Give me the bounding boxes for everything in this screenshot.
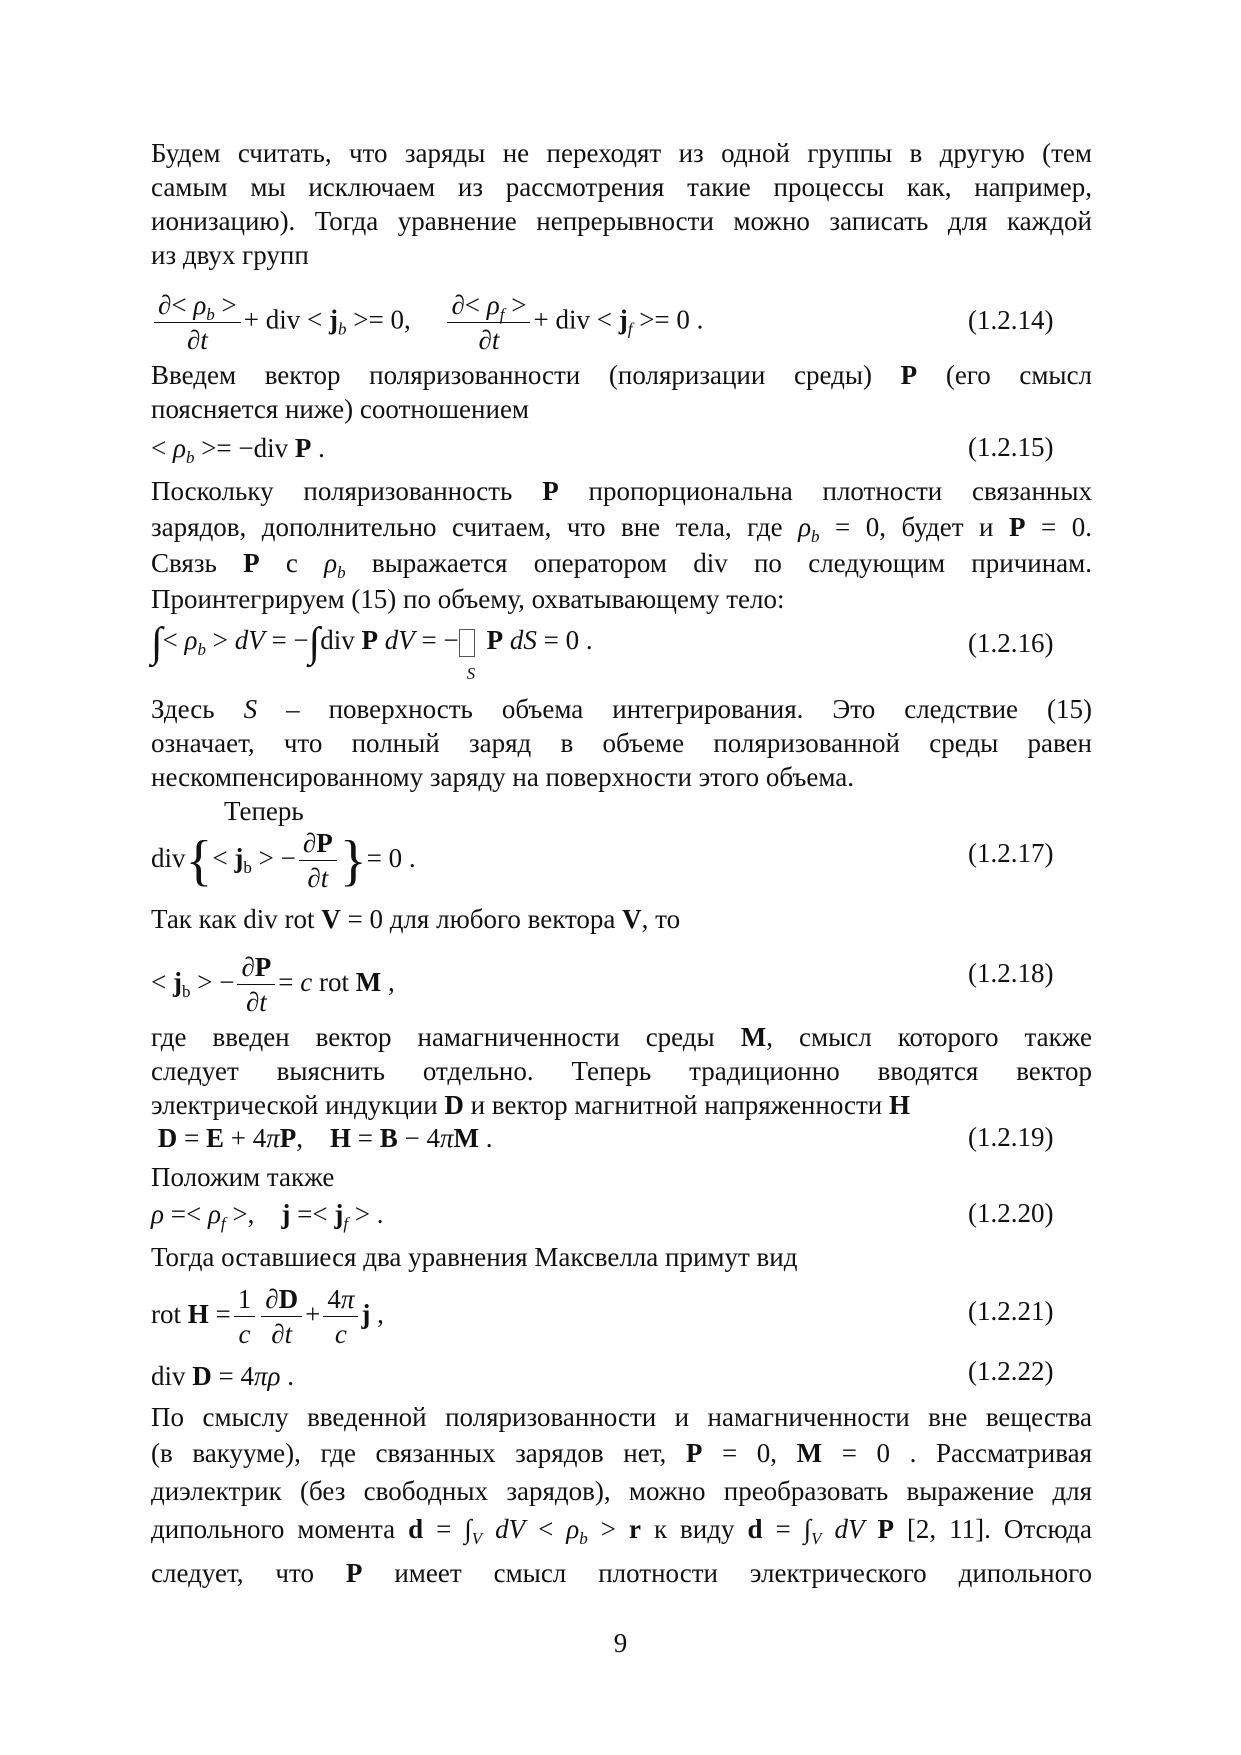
paragraph-line: Тогда оставшиеся два уравнения Максвелла примут вид bbox=[151, 1242, 798, 1272]
paragraph-line: Введем вектор поляризованности (поляризации среды) P (его смысл bbox=[151, 360, 1093, 390]
paragraph-line: ионизацию). Тогда уравнение непрерывности можно записать для каждой bbox=[151, 206, 1092, 236]
paragraph-line: нескомпенсированному заряду на поверхности этого объема. bbox=[151, 762, 855, 792]
page-number: 9 bbox=[613, 1628, 628, 1658]
paragraph-line: дипольного момента $d = \int_V$ dV < $\rho_b > r$ к виду $d = \int_V$ dV P [2, 11]. Отсюда bbox=[151, 1514, 1093, 1548]
paragraph-line: Здесь S – поверхность объема интегрирования. Это следствие (15) bbox=[151, 694, 1092, 724]
paragraph-line: Проинтегрируем (15) по объему, охватывающему тело: bbox=[151, 584, 785, 614]
paragraph-line: следует выяснить отдельно. Теперь традиционно вводятся вектор bbox=[151, 1056, 1092, 1086]
paragraph-line: Поскольку поляризованность P пропорциональна плотности связанных bbox=[151, 476, 1093, 506]
equation-1-2-17: $div\{< j_b$ > − $\frac{\partial P}{\partial t}$ }= 0 . bbox=[151, 828, 416, 894]
paragraph-line: из двух групп bbox=[151, 240, 309, 270]
paragraph-line: диэлектрик (без свободных зарядов), можно преобразовать выражение для bbox=[151, 1476, 1092, 1506]
paragraph-line: Положим также bbox=[151, 1162, 335, 1192]
paragraph-line: самым мы исключаем из рассмотрения такие процессы как, например, bbox=[151, 172, 1092, 202]
paragraph-line: следует, что P имеет смысл плотности электрического дипольного bbox=[151, 1558, 1093, 1588]
equation-1-2-19: D = E + 4πP, H = B − 4πM . bbox=[157, 1123, 493, 1153]
equation-number: (1.2.15) bbox=[968, 432, 1054, 462]
paragraph-line: Связь P с $\rho_b$ выражается оператором div по следующим причинам. bbox=[151, 548, 1093, 582]
paragraph-line: По смыслу введенной поляризованности и намагниченности вне вещества bbox=[151, 1402, 1092, 1432]
paragraph-line: поясняется ниже) соотношением bbox=[151, 394, 530, 424]
equation-number: (1.2.17) bbox=[968, 838, 1054, 868]
equation-number: (1.2.21) bbox=[968, 1296, 1054, 1326]
paragraph-line: Будем считать, что заряды не переходят из одной группы в другую (тем bbox=[151, 138, 1092, 168]
equation-1-2-15: < $\rho_b >= -div$ P . bbox=[151, 433, 325, 467]
equation-number: (1.2.14) bbox=[968, 305, 1054, 335]
equation-1-2-18: < $j_b$ > − $\frac{\partial P}{\partial t}$ = c rot M , bbox=[151, 952, 395, 1018]
paragraph-line: электрической индукции D и вектор магнитной напряженности H bbox=[151, 1090, 911, 1120]
equation-1-2-20: $\rho =< \rho_f$ >, $j =< j_f$ > . bbox=[151, 1199, 384, 1233]
equation-1-2-21: rot H = $\frac{1}{c}$ $\frac{\partial D}{\partial t}$ + $\frac{4\pi}{c}$ j , bbox=[151, 1284, 384, 1350]
equation-1-2-14: $\frac{\partial< \rho_b >}{\partial t}$ + div < $j_b >= 0$, $\frac{\partial< \rho_f >}{\partial t}$ + div < $j_f >= 0$ . bbox=[151, 288, 941, 358]
equation-number: (1.2.20) bbox=[968, 1198, 1054, 1228]
equation-number: (1.2.19) bbox=[968, 1122, 1054, 1152]
equation-number: (1.2.18) bbox=[968, 958, 1054, 988]
paragraph-line: Теперь bbox=[224, 796, 304, 826]
paragraph-line: Так как div rot V = 0 для любого вектора V, то bbox=[151, 904, 681, 934]
equation-1-2-22: div D = 4πρ . bbox=[151, 1361, 294, 1391]
paragraph-line: зарядов, дополнительно считаем, что вне тела, где $\rho_b = 0$, будет и P = 0. bbox=[151, 512, 1092, 546]
equation-number: (1.2.16) bbox=[968, 628, 1054, 658]
equation-1-2-16: ∫< $\rho_b$ > dV = −∫div P dV = − S P dS = 0 . bbox=[151, 619, 593, 683]
paragraph-line: (в вакууме), где связанных зарядов нет, P = 0, M = 0 . Рассматривая bbox=[151, 1438, 1093, 1468]
paragraph-line: означает, что полный заряд в объеме поляризованной среды равен bbox=[151, 728, 1092, 758]
equation-number: (1.2.22) bbox=[968, 1356, 1054, 1386]
paragraph-line: где введен вектор намагниченности среды M, смысл которого также bbox=[151, 1022, 1093, 1052]
